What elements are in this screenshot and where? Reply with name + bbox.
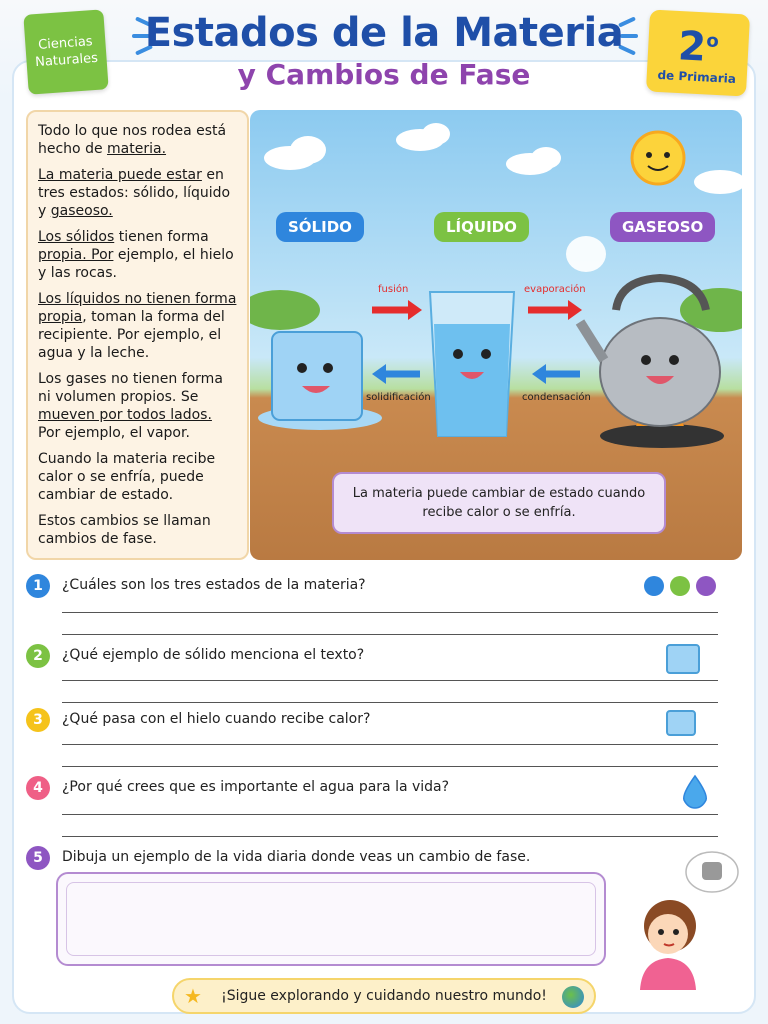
solidification-label: solidificación xyxy=(366,392,431,403)
solidification-arrow-icon xyxy=(372,364,420,384)
question-text: ¿Cuáles son los tres estados de la materia? xyxy=(62,577,366,593)
answer-line[interactable] xyxy=(62,612,718,613)
girl-thinking-illustration xyxy=(620,848,744,990)
globe-icon xyxy=(562,986,584,1008)
question-2 xyxy=(26,644,726,704)
solid-label: SÓLIDO xyxy=(276,212,364,242)
question-text: Dibuja un ejemplo de la vida diaria donde veas un cambio de fase. xyxy=(62,849,531,865)
answer-line[interactable] xyxy=(62,702,718,703)
liquid-label: LÍQUIDO xyxy=(434,212,529,242)
ice-cube-icon xyxy=(258,332,382,430)
grade-label: de Primaria xyxy=(657,68,737,87)
reading-paragraph: La materia puede estar en tres estados: sólido, líquido y gaseoso. xyxy=(38,167,231,219)
grade-number: 2$^o$ xyxy=(677,23,720,71)
drawing-area-border xyxy=(66,882,596,956)
answer-line[interactable] xyxy=(62,744,718,745)
ice-cube-icon xyxy=(666,644,700,674)
answer-line[interactable] xyxy=(62,836,718,837)
melting-ice-icon xyxy=(666,710,696,736)
question-number: 3 xyxy=(26,708,50,732)
footer-text: ¡Sigue explorando y cuidando nuestro mundo! xyxy=(221,988,547,1004)
star-icon: ★ xyxy=(184,984,202,1008)
question-4 xyxy=(26,776,726,836)
question-number: 1 xyxy=(26,574,50,598)
question-text: ¿Qué pasa con el hielo cuando recibe calor? xyxy=(62,711,371,727)
kettle-icon xyxy=(566,236,724,448)
gas-label: GASEOSO xyxy=(610,212,715,242)
condensation-label: condensación xyxy=(522,392,591,403)
question-number: 5 xyxy=(26,846,50,870)
reading-paragraph: Los gases no tienen forma ni volumen propios. Se mueven por todos lados. Por ejemplo, el vapor. xyxy=(38,371,223,441)
drawing-area[interactable] xyxy=(56,872,606,966)
water-drop-icon xyxy=(680,774,710,810)
answer-line[interactable] xyxy=(62,766,718,767)
reading-paragraph: Los sólidos tienen forma propia. Por ejemplo, el hielo y las rocas. xyxy=(38,229,234,281)
sun-icon xyxy=(632,132,684,184)
evaporation-arrow-icon xyxy=(528,300,582,320)
question-1 xyxy=(26,574,726,634)
answer-line[interactable] xyxy=(62,680,718,681)
question-text: ¿Qué ejemplo de sólido menciona el texto? xyxy=(62,647,365,663)
question-number: 2 xyxy=(26,644,50,668)
scene-caption: La materia puede cambiar de estado cuando recibe calor o se enfría. xyxy=(332,472,666,534)
reading-paragraph: Todo lo que nos rodea está hecho de materia. xyxy=(38,123,227,157)
subject-label: Ciencias Naturales xyxy=(34,34,99,71)
reading-paragraph: Los líquidos no tienen forma propia, toman la forma del recipiente. Por ejemplo, el agua y la leche. xyxy=(38,291,237,361)
fusion-arrow-icon xyxy=(372,300,422,320)
evaporation-label: evaporación xyxy=(524,284,586,295)
answer-line[interactable] xyxy=(62,634,718,635)
grade-badge xyxy=(646,9,750,96)
page-title: Estados de la Materia xyxy=(144,10,624,56)
reading-paragraph: Cuando la materia recibe calor o se enfría, puede cambiar de estado. xyxy=(38,451,216,503)
purple-dot-icon xyxy=(696,576,716,596)
green-dot-icon xyxy=(670,576,690,596)
question-number: 4 xyxy=(26,776,50,800)
page-subtitle: y Cambios de Fase xyxy=(237,58,531,91)
water-glass-icon xyxy=(430,292,514,436)
fusion-label: fusión xyxy=(378,284,409,295)
answer-line[interactable] xyxy=(62,814,718,815)
condensation-arrow-icon xyxy=(532,364,580,384)
states-illustration xyxy=(250,110,742,560)
blue-dot-icon xyxy=(644,576,664,596)
reading-text-box xyxy=(26,110,249,560)
question-3 xyxy=(26,708,726,768)
footer-message xyxy=(172,978,596,1014)
question-text: ¿Por qué crees que es importante el agua para la vida? xyxy=(62,779,450,795)
reading-paragraph: Estos cambios se llaman cambios de fase. xyxy=(38,513,211,547)
